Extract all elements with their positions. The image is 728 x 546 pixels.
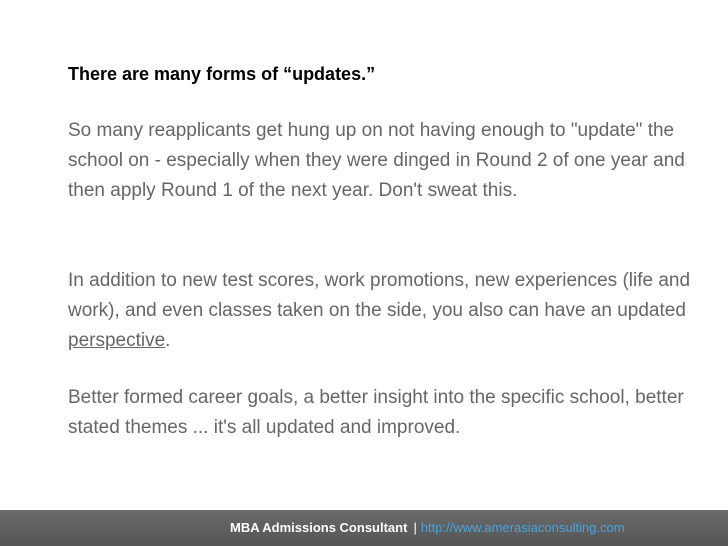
slide-heading: There are many forms of “updates.”	[68, 64, 376, 84]
paragraph-updates-text: In addition to new test scores, work promotions, new experiences (life and work), and even classes taken on the side, you also can have an updated	[68, 270, 691, 321]
footer-url-link[interactable]: http://www.amerasiaconsulting.com	[420, 520, 625, 535]
footer-content	[230, 520, 625, 535]
footer-bar	[0, 510, 728, 546]
paragraph-reapplicants: So many reapplicants get hung up on not having enough to "update" the school on - especially when they were dinged in Round 2 of one year and then apply Round 1 of the next year. Don't sweat this.	[68, 120, 685, 201]
paragraph-updates	[68, 266, 718, 356]
paragraph-updates-end: .	[165, 330, 171, 351]
perspective-link[interactable]: perspective	[68, 330, 166, 351]
paragraph-career-goals: Better formed career goals, a better insight into the specific school, better stated themes ... it's all updated and improved.	[68, 387, 684, 438]
footer-separator: |	[413, 520, 417, 535]
footer-brand: MBA Admissions Consultant	[230, 520, 408, 535]
